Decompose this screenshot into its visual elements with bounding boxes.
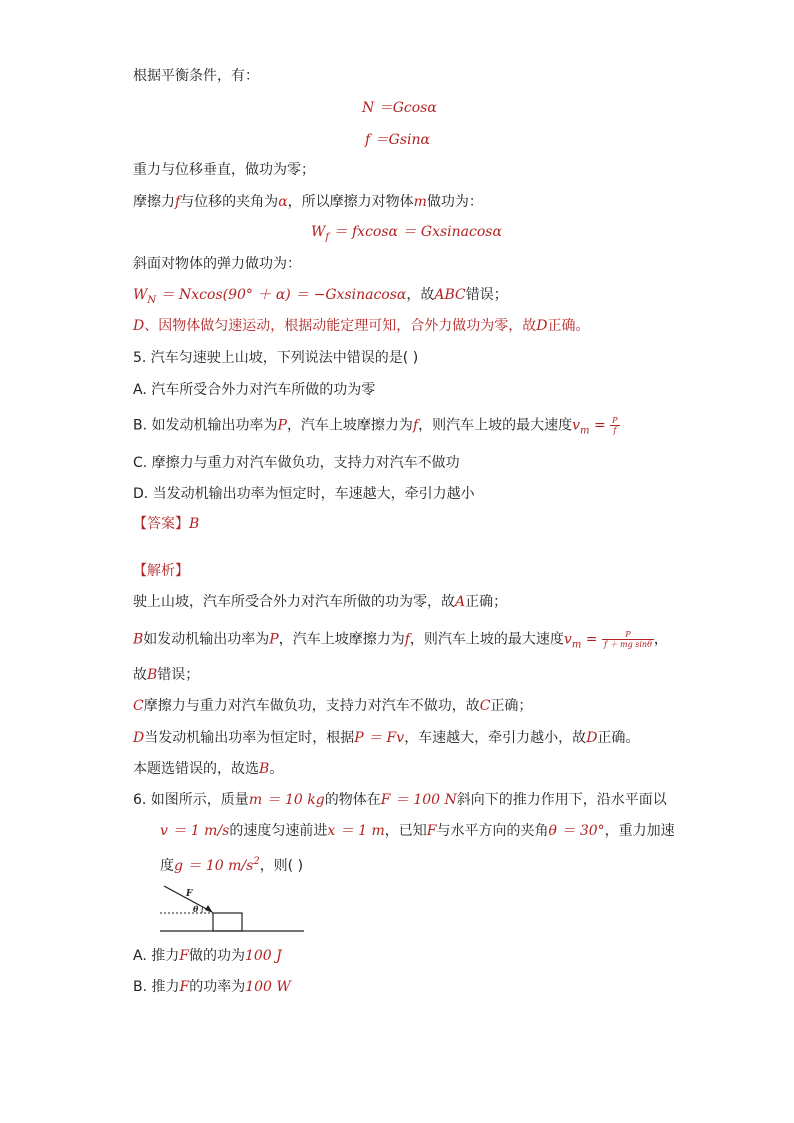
question-6-stem <box>133 791 667 809</box>
formula: θ ＝ 30° <box>548 823 605 839</box>
formula: x ＝ 1 m <box>327 823 385 839</box>
formula: m ＝ 10 kg <box>248 792 325 808</box>
text: ，重力加速 <box>604 823 675 839</box>
symbol: P <box>277 417 287 434</box>
option-ref: D <box>133 318 145 334</box>
denominator: f ＋ mg sinθ <box>603 640 652 649</box>
option-ref: B <box>259 761 270 777</box>
equation-friction-work <box>311 223 502 247</box>
option-ref: C <box>479 698 491 714</box>
force-label: F <box>186 889 193 899</box>
arrowhead-icon <box>205 905 213 913</box>
symbol: F <box>426 823 437 839</box>
text: A. 推力 <box>133 948 180 964</box>
question-5-stem: 5. 汽车匀速驶上山坡，下列说法中错误的是( ) <box>133 350 419 366</box>
symbol: P <box>269 631 279 648</box>
text: 本题选错误的，故选 <box>133 761 259 777</box>
solution-line: 重力与位移垂直，做功为零； <box>133 162 315 178</box>
subscript: f <box>325 232 330 243</box>
superscript: 2 <box>253 856 260 867</box>
analysis-line <box>133 729 639 747</box>
text: 斜向下的推力作用下，沿水平面以 <box>456 792 667 808</box>
answer-line <box>133 515 199 533</box>
text: 做功为： <box>426 194 483 210</box>
text: 与水平方向的夹角 <box>436 823 549 839</box>
text: 摩擦力与重力对汽车做负功，支持力对汽车不做功，故 <box>143 698 480 714</box>
symbol: m <box>413 194 427 210</box>
symbol: f <box>404 631 410 648</box>
analysis-line <box>133 697 532 715</box>
text: = <box>589 417 611 434</box>
symbol: W <box>311 224 326 240</box>
equation-body: ＝ fxcosα ＝ Gxsinacosα <box>329 224 502 240</box>
text: ，则( ) <box>259 858 304 874</box>
symbol: W <box>133 287 148 303</box>
formula: 100 J <box>244 948 282 964</box>
text: 的功率为 <box>189 979 246 995</box>
numerator: P <box>602 630 654 640</box>
text: 、因物体做匀速运动，根据动能定理可知，合外力做功为零，故 <box>144 318 537 334</box>
text: 摩擦力 <box>133 194 175 210</box>
text: B. 推力 <box>133 979 180 995</box>
question-6-option-a <box>133 947 282 965</box>
formula: v ＝ 1 m/s <box>160 823 230 839</box>
fraction <box>610 416 619 435</box>
text: 错误； <box>465 287 508 303</box>
solution-line: 斜面对物体的弹力做功为： <box>133 256 301 272</box>
subscript: N <box>147 295 157 306</box>
analysis-label: 【解析】 <box>133 563 189 579</box>
force-diagram <box>158 882 308 938</box>
text: 度 <box>160 858 174 874</box>
symbol: f <box>175 194 181 210</box>
text: 的物体在 <box>324 792 381 808</box>
text: 6. 如图所示，质量 <box>133 792 249 808</box>
option-ref: ABC <box>434 287 466 303</box>
analysis-line <box>133 593 507 611</box>
symbol: F <box>179 979 190 995</box>
formula: F ＝ 100 N <box>380 792 457 808</box>
text: B. 如发动机输出功率为 <box>133 417 278 434</box>
symbol: v <box>563 631 572 648</box>
symbol: v <box>572 417 581 434</box>
equation-normal-force: N ＝Gcosα <box>362 100 437 116</box>
solution-line: 根据平衡条件，有： <box>133 68 259 84</box>
option-ref: D <box>536 318 548 334</box>
text: 正确。 <box>547 318 590 334</box>
text: ， <box>653 631 668 648</box>
text: ，所以摩擦力对物体 <box>287 194 414 210</box>
equation-friction: f ＝Gsinα <box>365 132 430 148</box>
analysis-line <box>133 666 199 684</box>
text: 当发动机输出功率为恒定时，根据 <box>144 730 355 746</box>
text: 做的功为 <box>188 948 245 964</box>
text: 故 <box>133 667 147 683</box>
text: 。 <box>269 761 284 777</box>
question-5-option-a: A. 汽车所受合外力对汽车所做的功为零 <box>133 382 376 398</box>
text: 正确； <box>465 594 508 610</box>
question-6-stem <box>160 853 303 875</box>
option-ref: D <box>133 730 145 746</box>
text: ，故 <box>406 287 435 303</box>
denominator: f <box>613 426 617 435</box>
subscript: m <box>580 425 590 437</box>
question-5-option-c: C. 摩擦力与重力对汽车做负功，支持力对汽车不做功 <box>133 455 460 471</box>
analysis-line <box>133 630 668 655</box>
option-ref: B <box>147 667 158 683</box>
analysis-line <box>133 760 283 778</box>
text: 的速度匀速前进 <box>229 823 328 839</box>
subscript: m <box>571 639 582 651</box>
solution-line <box>133 193 483 211</box>
question-6-option-b <box>133 978 291 996</box>
solution-line <box>133 286 508 310</box>
text: ，车速越大，牵引力越小，故 <box>404 730 587 746</box>
question-5-option-b <box>133 416 620 441</box>
text: 错误； <box>157 667 200 683</box>
question-5-option-d: D. 当发动机输出功率为恒定时，车速越大，牵引力越小 <box>133 486 475 502</box>
symbol: f <box>412 417 419 434</box>
answer-label: 【答案】 <box>133 516 189 532</box>
text: 正确。 <box>597 730 640 746</box>
fraction <box>602 630 654 649</box>
text: ，则汽车上坡的最大速度 <box>418 417 573 434</box>
formula: g ＝ 10 m/s <box>174 858 254 874</box>
angle-arc <box>202 907 203 913</box>
formula: 100 W <box>245 979 291 995</box>
text: ，则汽车上坡的最大速度 <box>409 631 564 648</box>
solution-line <box>133 317 589 335</box>
option-ref: A <box>455 594 466 610</box>
angle-label: θ <box>193 904 199 914</box>
text: 正确； <box>490 698 533 714</box>
option-ref: D <box>586 730 598 746</box>
option-ref: C <box>133 698 144 714</box>
text: ，汽车上坡摩擦力为 <box>286 417 413 434</box>
numerator: P <box>612 416 618 425</box>
text: ，已知 <box>384 823 427 839</box>
symbol: F <box>179 948 189 964</box>
text: = <box>581 631 602 648</box>
text: 驶上山坡，汽车所受合外力对汽车所做的功为零，故 <box>133 594 455 610</box>
text: ，汽车上坡摩擦力为 <box>278 631 405 648</box>
equation-body: ＝ Nxcos(90° ＋ α) ＝ −Gxsinacosα <box>156 287 407 303</box>
symbol: α <box>278 194 288 210</box>
force-diagram-svg <box>158 882 308 934</box>
formula: P ＝ Fv <box>354 730 405 746</box>
text: 如发动机输出功率为 <box>143 631 270 648</box>
block <box>213 913 242 931</box>
option-ref: B <box>133 631 144 648</box>
answer-value: B <box>189 516 200 532</box>
question-6-stem <box>160 822 675 840</box>
text: 与位移的夹角为 <box>180 194 279 210</box>
